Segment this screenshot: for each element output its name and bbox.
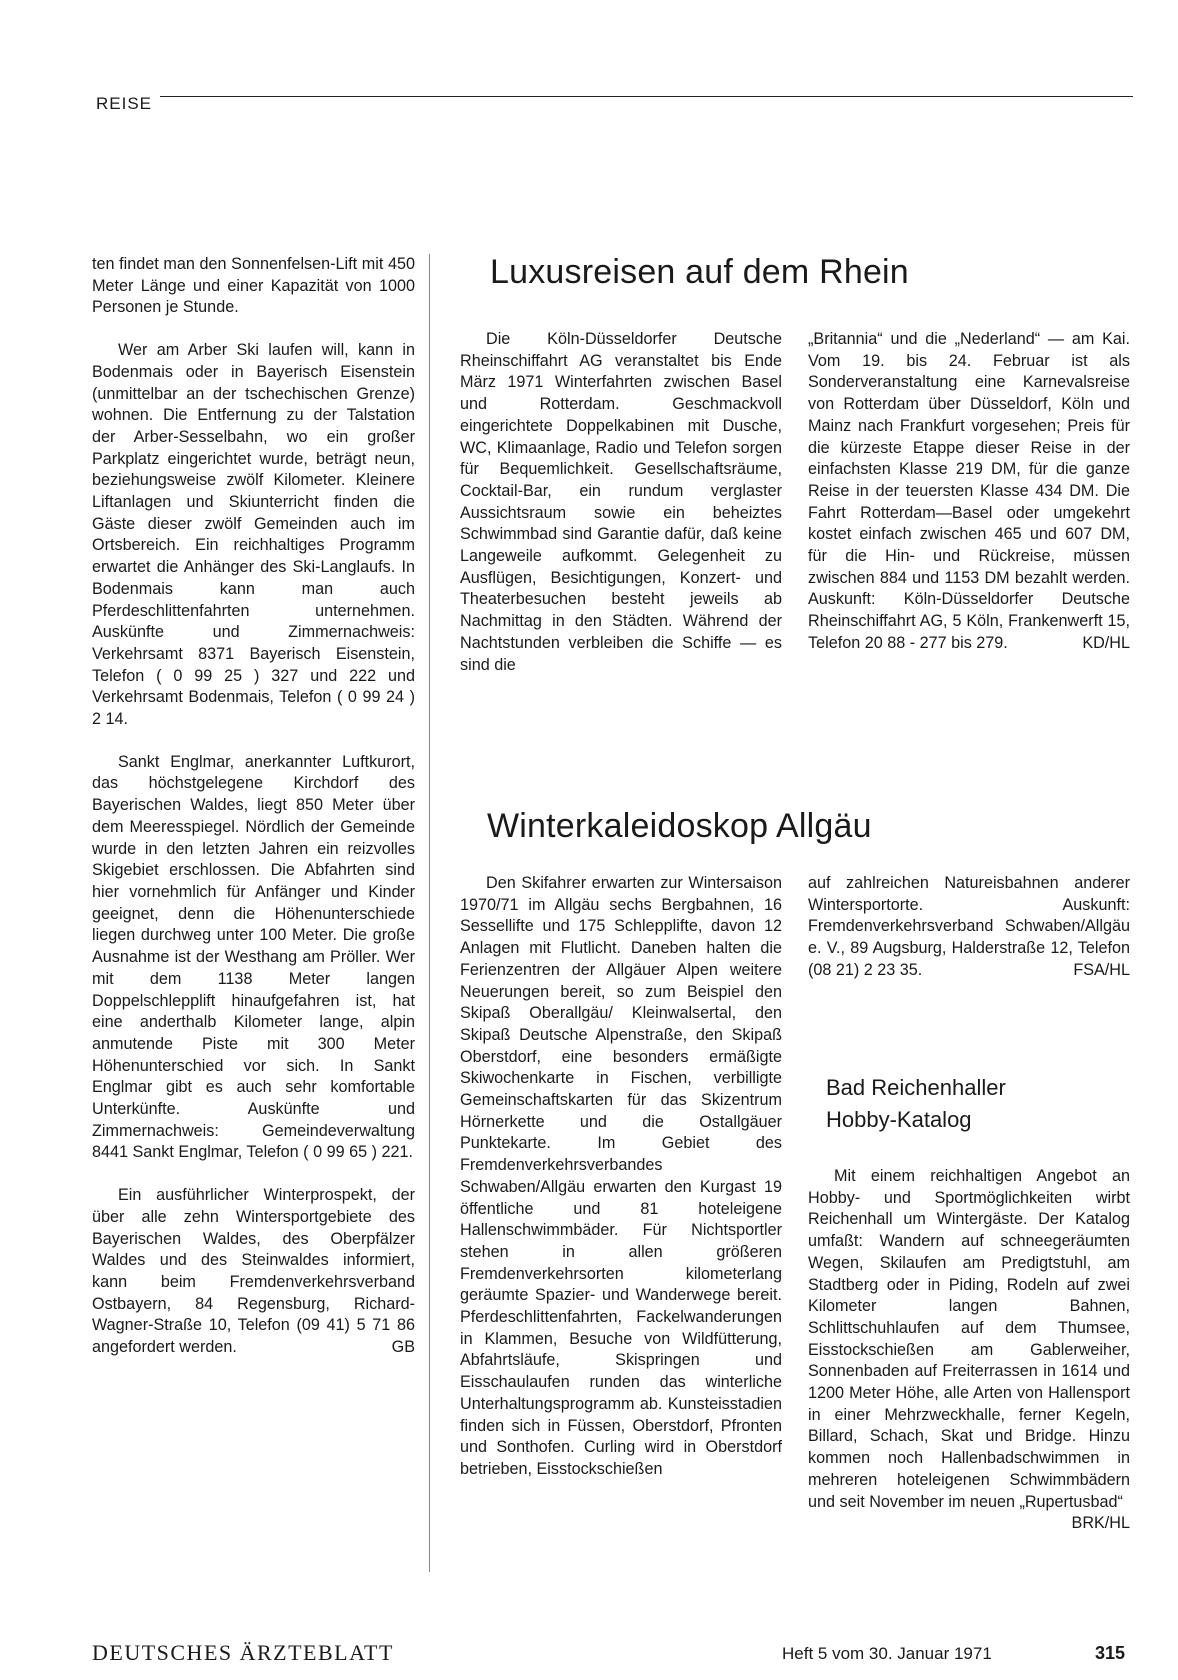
article-signature: GB (391, 1338, 415, 1357)
footer-masthead: DEUTSCHES ÄRZTEBLATT (92, 1640, 394, 1665)
paragraph: ten findet man den Sonnenfelsen-Lift mit 450 Meter Länge und einer Kapazität von 1000 Personen je Stunde. (92, 255, 415, 317)
article-rhein-column-2 (808, 329, 1130, 655)
column-divider (429, 254, 430, 1572)
title-line: Bad Reichenhaller (826, 1075, 1006, 1100)
title-line: Hobby-Katalog (826, 1107, 972, 1132)
article-signature: FSA/HL (1073, 960, 1130, 979)
page-number: 315 (1095, 1643, 1126, 1663)
paragraph: Ein ausführlicher Winterprospekt, der über alle zehn Wintersportgebiete des Bayerischen Waldes, des Oberpfälzer Waldes und des Steinwaldes informiert, kann beim Fremdenverkehrsverband Ostbayern, 84 Regensburg, Richard-Wagner-Straße 10, Telefon (09 41) 5 71 86 angefordert werden. GB (92, 1185, 415, 1359)
footer-issue: Heft 5 vom 30. Januar 1971 (782, 1644, 992, 1663)
paragraph: Sankt Englmar, anerkannter Luftkurort, das höchstgelegene Kirchdorf des Bayerischen Waldes, liegt 850 Meter über dem Meeresspiegel. Nördlich der Gemeinde wurde in den letzten Jahren ein reizvolles Skigebiet erschlossen. Die Abfahrten sind hier vornehmlich für Anfänger und Kinder geeignet, denn die Höhenunterschiede liegen durchweg unter 100 Meter. Die große Ausnahme ist der Westhang am Pröller. Wer mit dem 1138 Meter langen Doppelschlepplift hinaufgefahren ist, hat eine anderthalb Kilometer lange, alpin anmutende Piste mit 300 Meter Höhenunterschied vor sich. In Sankt Englmar gibt es auch sehr komfortable Unterkünfte. Auskünfte und Zimmernachweis: Gemeindeverwaltung 8441 Sankt Englmar, Telefon ( 0 99 65 ) 221. (92, 752, 415, 1162)
paragraph: Mit einem reichhaltigen Angebot an Hobby- und Sportmöglichkeiten wirbt Reichenhall um Wintergäste. Der Katalog umfaßt: Wandern auf schneegeräumten Wegen, Skilaufen am Predigtstuhl, am Stadtberg oder in Piding, Rodeln auf zwei Kilometer langen Bahnen, Schlittschuhlaufen auf dem Thumsee, Eisstockschießen am Gablerweiher, Sonnenbaden auf Freiterrassen in 1614 und 1200 Meter Höhe, alle Arten von Hallensport in einer Mehrzweckhalle, ferner Kegeln, Billard, Schach, Skat und Bridge. Hinzu kommen noch Hallenbadschwimmen in mehreren hoteleigenen Schwimmbädern und seit November im neuen „Rupertusbad“ BRK/HL (808, 1166, 1130, 1513)
article-signature: KD/HL (1082, 633, 1130, 652)
article-rhein-column-1 (460, 329, 782, 676)
article-allgaeu-column-1 (460, 873, 782, 1481)
article-reichenhall-body (808, 1166, 1130, 1535)
paragraph: Wer am Arber Ski laufen will, kann in Bodenmais oder in Bayerisch Eisenstein (unmittelbar an der tschechischen Grenze) wohnen. Die Entfernung zu der Talstation der Arber-Sesselbahn, wo ein großer Parkplatz eingerichtet wurde, beträgt neun, beziehungsweise zwölf Kilometer. Kleinere Liftanlagen und Skiunterricht finden die Gäste dieser zwölf Gemeinden auch im Ortsbereich. Ein reichhaltiges Programm erwartet die Anhänger des Ski-Langlaufs. In Bodenmais kann man auch Pferdeschlittenfahrten unternehmen. Auskünfte und Zimmernachweis: Verkehrsamt 8371 Bayerisch Eisenstein, Telefon ( 0 99 25 ) 327 und 222 und Verkehrsamt Bodenmais, Telefon ( 0 99 24 ) 2 14. (92, 341, 415, 729)
article-allgaeu-column-2 (808, 873, 1130, 982)
paragraph: Den Skifahrer erwarten zur Wintersaison 1970/71 im Allgäu sechs Bergbahnen, 16 Sessellifte und 175 Schlepplifte, davon 12 Anlagen mit Flutlicht. Daneben halten die Ferienzentren der Allgäuer Alpen weitere Neuerungen bereit, so zum Beispiel den Skipaß Oberallgäu/ Kleinwalsertal, den Skipaß Deutsche Alpenstraße, den Skipaß Oberstdorf, eine besonders ermäßigte Skiwochenkarte in Fischen, verbilligte Gemeinschaftskarten für das Skizentrum Hörnerkette und die Ostallgäuer Punktekarte. Im Gebiet des Fremdenverkehrsverbandes Schwaben/Allgäu erwarten den Kurgast 19 öffentliche und 81 hoteleigene Hallenschwimmbäder. Für Nichtsportler stehen in allen größeren Fremdenverkehrsorten kilometerlang geräumte Spazier- und Wanderwege bereit. Pferdeschlittenfahrten, Fackelwanderungen in Klammen, Besuche von Wildfütterung, Abfahrtsläufe, Skispringen und Eisschaulaufen runden das winterliche Unterhaltungsprogramm ab. Kunsteisstadien finden sich in Füssen, Oberstdorf, Pfronten und Sonthofen. Curling wird in Oberstdorf betrieben, Eisstockschießen (460, 874, 782, 1478)
article-title-rhein: Luxusreisen auf dem Rhein (490, 253, 909, 291)
section-label: REISE (96, 94, 153, 113)
article-signature: BRK/HL (1071, 1514, 1130, 1533)
paragraph: Die Köln-Düsseldorfer Deutsche Rheinschiffahrt AG veranstaltet bis Ende März 1971 Winterfahrten zwischen Basel und Rotterdam. Geschmackvoll eingerichtete Doppelkabinen mit Dusche, WC, Klimaanlage, Radio und Telefon sorgen für Bequemlichkeit. Gesellschaftsräume, Cocktail-Bar, ein rundum verglaster Aussichtsraum sowie ein beheiztes Schwimmbad sind Garantie dafür, daß keine Langeweile aufkommt. Gelegenheit zu Ausflügen, Besichtigungen, Konzert- und Theaterbesuchen besteht jeweils ab Nachmittag in den Städten. Während der Nachtstunden verbleiben die Schiffe — es sind die (460, 330, 782, 674)
paragraph: auf zahlreichen Natureisbahnen anderer Wintersportorte. Auskunft: Fremdenverkehrsverband Schwaben/Allgäu e. V., 89 Augsburg, Halderstraße 12, Telefon (08 21) 2 23 35. FSA/HL (808, 873, 1130, 982)
paragraph: „Britannia“ und die „Nederland“ — am Kai. Vom 19. bis 24. Februar ist als Sonderveranstaltung eine Karnevalsreise von Rotterdam über Düsseldorf, Köln und Mainz nach Frankfurt vorgesehen; Preis für die kürzeste Etappe dieser Reise in der einfachsten Klasse 219 DM, für die ganze Reise in der teuersten Klasse 434 DM. Die Fahrt Rotterdam—Basel oder umgekehrt kostet einfach zwischen 465 und 607 DM, für die Hin- und Rückreise, müssen zwischen 884 und 1153 DM bezahlt werden. Auskunft: Köln-Düsseldorfer Deutsche Rheinschiffahrt AG, 5 Köln, Frankenwerft 15, Telefon 20 88 - 277 bis 279. KD/HL (808, 329, 1130, 655)
header-rule (160, 96, 1133, 97)
article-title-allgaeu: Winterkaleidoskop Allgäu (487, 807, 872, 845)
left-column (92, 254, 415, 1359)
article-title-reichenhall (826, 1072, 1126, 1136)
